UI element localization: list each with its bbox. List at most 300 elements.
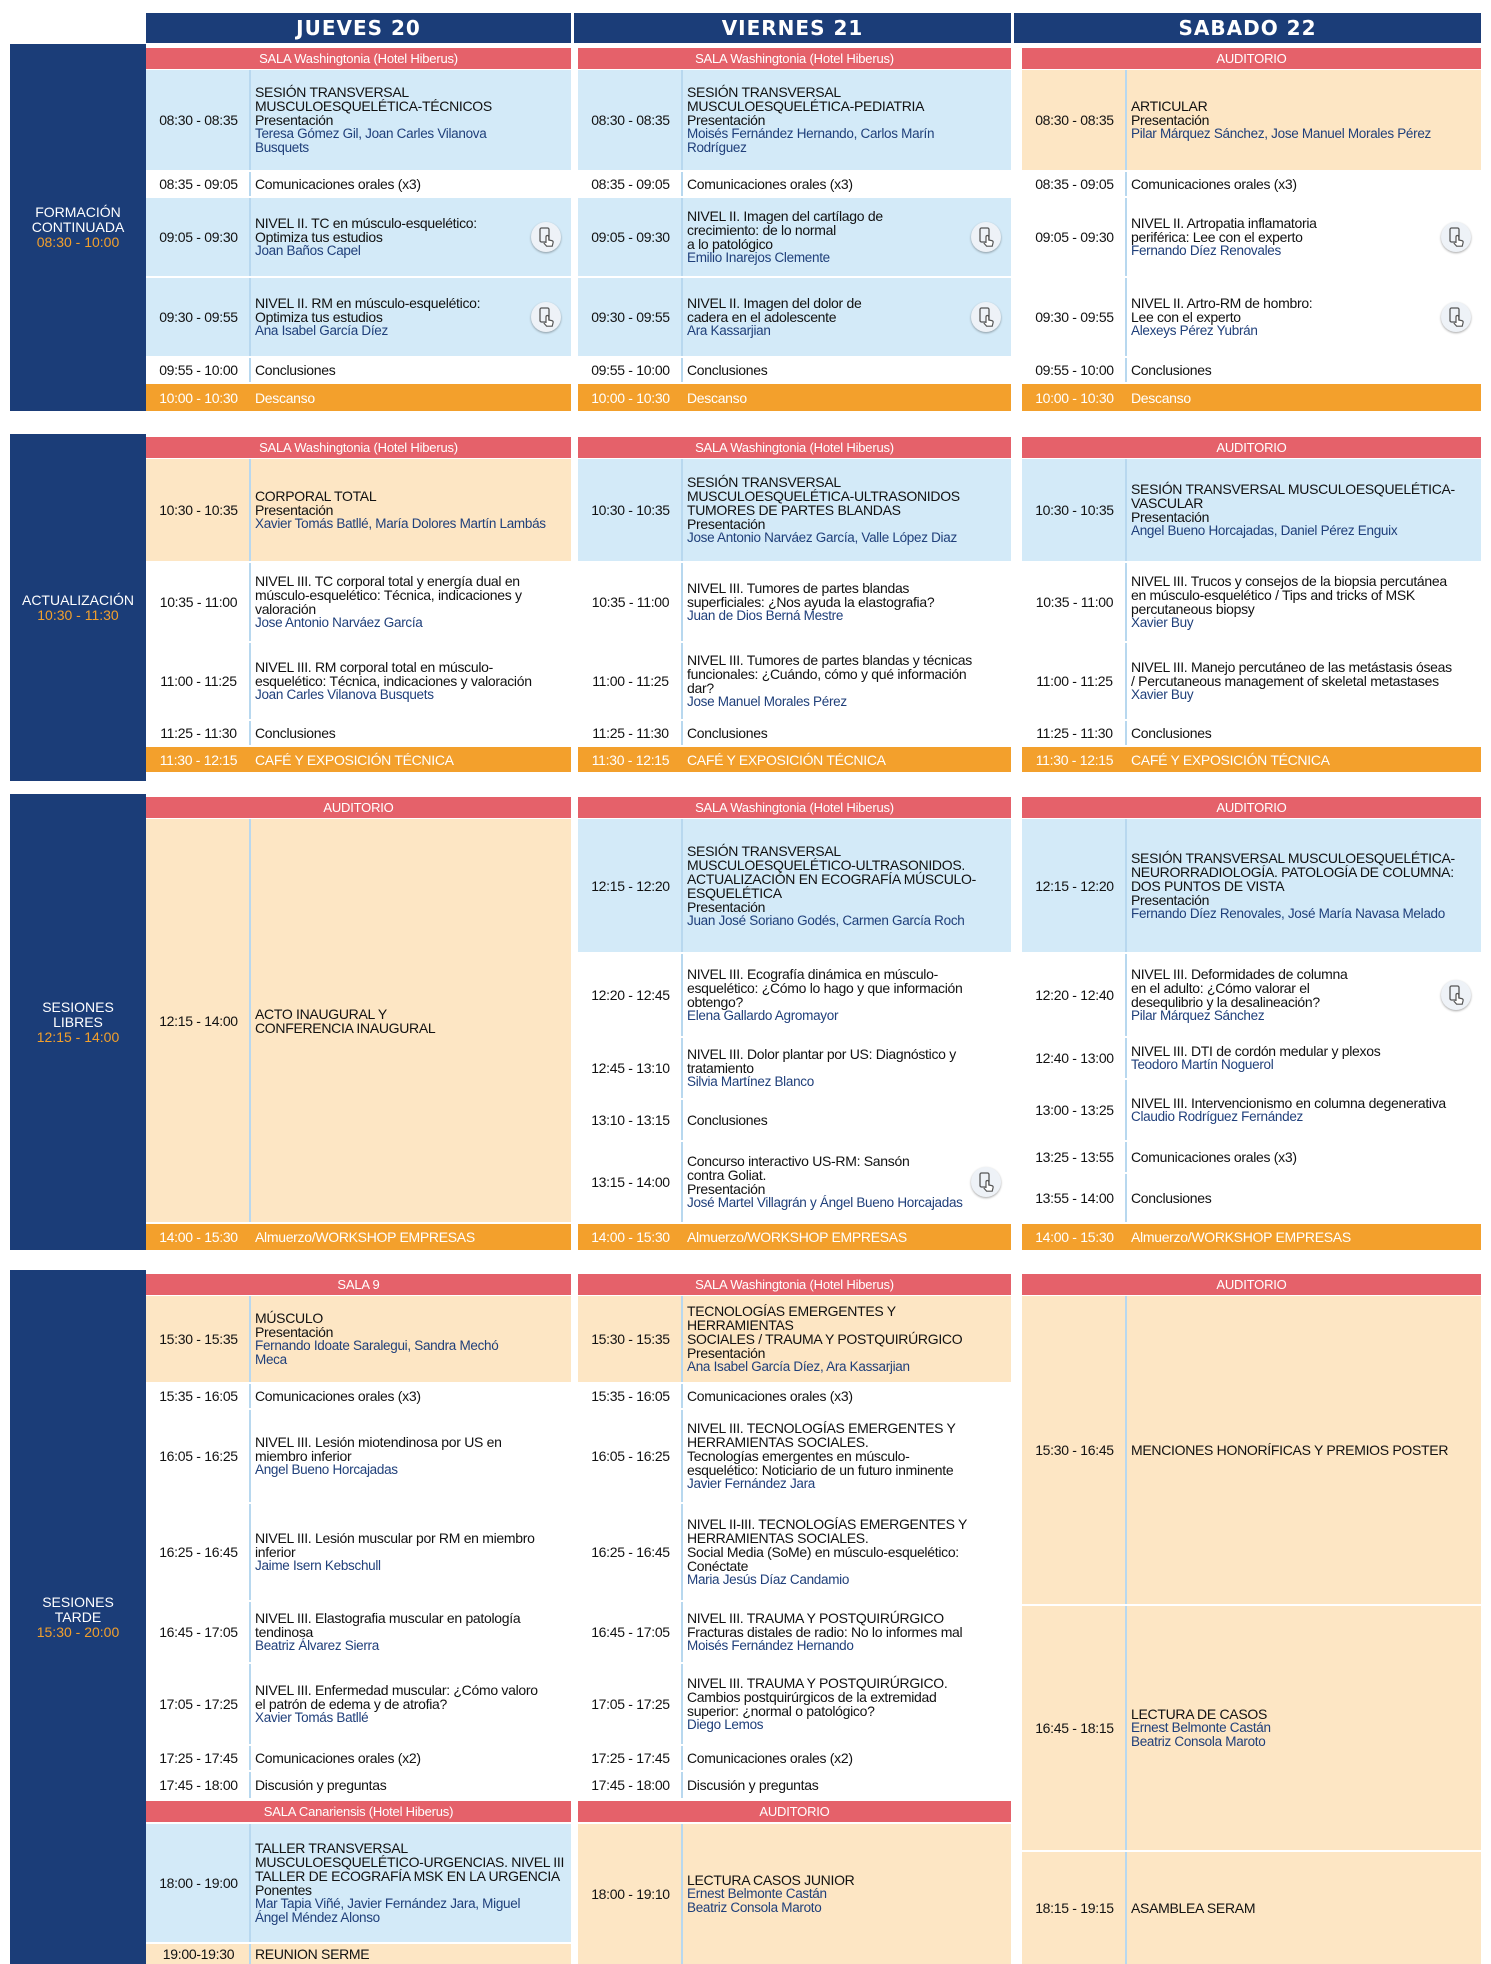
time-divider — [681, 1504, 683, 1600]
session-row — [578, 1296, 1011, 1382]
session-body — [1127, 1296, 1481, 1604]
break-row — [578, 1224, 1011, 1250]
session-body — [251, 1384, 571, 1408]
interactive-session-icon — [971, 302, 1001, 332]
block-time: 08:30 - 10:00 — [36, 234, 120, 250]
session-title: Comunicaciones orales (x3) — [687, 1388, 853, 1404]
session-row — [146, 1746, 571, 1770]
session-title: LECTURA DE CASOS — [1131, 1706, 1268, 1722]
session-time: 10:35 - 11:00 — [159, 594, 238, 610]
block-label-sesiones-libres — [10, 794, 146, 1250]
session-title: Almuerzo/WORKSHOP EMPRESAS — [255, 1229, 475, 1245]
session-body — [683, 1142, 1011, 1222]
session-title: NIVEL III. Dolor plantar por US: Diagnóstico y tratamiento — [687, 1046, 956, 1076]
session-body — [1127, 278, 1481, 356]
session-time: 08:35 - 09:05 — [159, 176, 238, 192]
session-time: 16:25 - 16:45 — [591, 1544, 670, 1560]
session-time: 12:20 - 12:40 — [1035, 987, 1114, 1003]
session-time: 14:00 - 15:30 — [1035, 1229, 1114, 1245]
time-divider — [681, 1296, 683, 1382]
time-divider — [681, 1824, 683, 1964]
session-title: Descanso — [687, 389, 747, 406]
session-title: SESIÓN TRANSVERSAL MUSCULOESQUELÉTICA- NEURORRADIOLOGÍA. PATOLOGÍA DE COLUMNA: DOS PUNTOS DE VISTA Presentación — [1131, 849, 1455, 908]
break-row — [1022, 1224, 1481, 1250]
session-row — [146, 563, 571, 641]
session-time: 10:00 - 10:30 — [1035, 389, 1114, 406]
session-title: CORPORAL TOTAL Presentación — [255, 488, 377, 518]
session-title: Concurso interactivo US-RM: Sansón contra Goliat. Presentación — [687, 1153, 910, 1197]
session-title: Conclusiones — [1131, 362, 1212, 378]
session-title: NIVEL III. DTI de cordón medular y plexos — [1131, 1043, 1381, 1059]
session-title: Comunicaciones orales (x3) — [255, 176, 421, 192]
day-header-sabado: SABADO 22 — [1014, 13, 1481, 43]
session-row — [146, 198, 571, 276]
session-body — [1127, 172, 1481, 196]
session-speakers: Teresa Gómez Gil, Joan Carles Vilanova Busquets — [255, 126, 487, 155]
time-divider — [249, 1944, 251, 1964]
session-row — [146, 1664, 571, 1744]
session-title: Conclusiones — [255, 362, 336, 378]
time-divider — [249, 1410, 251, 1502]
time-divider — [681, 721, 683, 745]
day-header-viernes: VIERNES 21 — [574, 13, 1011, 43]
break-row — [578, 747, 1011, 772]
session-time: 11:25 - 11:30 — [592, 725, 669, 741]
session-row — [1022, 721, 1481, 745]
session-time: 11:25 - 11:30 — [1036, 725, 1113, 741]
session-speakers: Ana Isabel García Díez, Ara Kassarjian — [687, 1359, 910, 1374]
room-bar: AUDITORIO — [1022, 797, 1481, 818]
time-divider — [1125, 70, 1127, 170]
session-body — [1127, 721, 1481, 745]
session-row — [1022, 198, 1481, 276]
session-row — [146, 70, 571, 170]
session-row — [1022, 1296, 1481, 1604]
time-divider — [681, 954, 683, 1036]
session-body — [1127, 563, 1481, 641]
session-row — [1022, 643, 1481, 719]
session-time: 11:25 - 11:30 — [160, 725, 237, 741]
session-speakers: Angel Bueno Horcajadas — [255, 1462, 398, 1477]
block-label-sesiones-tarde — [10, 1270, 146, 1964]
time-divider — [249, 1602, 251, 1662]
session-time: 13:25 - 13:55 — [1035, 1149, 1114, 1165]
session-title: SESIÓN TRANSVERSAL MUSCULOESQUELÉTICA-ULTRASONIDOS TUMORES DE PARTES BLANDAS Presentación — [687, 474, 960, 532]
time-divider — [249, 1772, 251, 1798]
session-speakers: Jose Antonio Narváez García — [255, 615, 423, 630]
time-divider — [1125, 954, 1127, 1036]
session-speakers: Claudio Rodríguez Fernández — [1131, 1109, 1304, 1124]
session-body — [251, 1296, 571, 1382]
session-title: NIVEL III. Trucos y consejos de la biopsia percutánea en músculo-esquelético / Tips and tricks of MSK percutaneous biopsy — [1131, 573, 1447, 617]
session-speakers: Elena Gallardo Agromayor — [687, 1008, 839, 1023]
session-title: Comunicaciones orales (x3) — [687, 176, 853, 192]
time-divider — [249, 198, 251, 276]
session-title: NIVEL III. TRAUMA Y POSTQUIRÚRGICO Fracturas distales de radio: No lo informes mal — [687, 1610, 963, 1640]
session-body — [251, 747, 571, 772]
session-row — [578, 1384, 1011, 1408]
session-time: 12:15 - 12:20 — [1035, 877, 1114, 894]
session-time: 17:25 - 17:45 — [591, 1750, 670, 1766]
session-row — [1022, 954, 1481, 1036]
session-title: NIVEL II. RM en músculo-esquelético: Optimiza tus estudios — [255, 295, 481, 325]
session-row — [578, 1772, 1011, 1798]
session-title: ACTO INAUGURAL Y CONFERENCIA INAUGURAL — [255, 1005, 436, 1036]
session-speakers: Mar Tapia Viñé, Javier Fernández Jara, Miguel Ángel Méndez Alonso — [255, 1896, 521, 1925]
interactive-session-icon — [1441, 222, 1471, 252]
session-body — [251, 563, 571, 641]
session-row — [578, 1824, 1011, 1964]
session-speakers: Angel Bueno Horcajadas, Daniel Pérez Enguix — [1131, 523, 1398, 538]
session-row — [146, 1944, 571, 1964]
time-divider — [249, 70, 251, 170]
session-title: NIVEL III. TECNOLOGÍAS EMERGENTES Y HERRAMIENTAS SOCIALES. Tecnologías emergentes en músculo- esquelético: Noticiario de un futuro inminente — [687, 1420, 956, 1478]
session-row — [578, 1038, 1011, 1098]
session-speakers: Pilar Márquez Sánchez, Jose Manuel Morales Pérez — [1131, 126, 1431, 141]
session-row — [578, 172, 1011, 196]
session-title: Discusión y preguntas — [687, 1777, 819, 1793]
session-speakers: Silvia Martínez Blanco — [687, 1074, 814, 1089]
time-divider — [1125, 1142, 1127, 1172]
session-time: 12:20 - 12:45 — [591, 987, 670, 1003]
session-time: 16:45 - 17:05 — [591, 1624, 670, 1640]
session-row — [578, 70, 1011, 170]
session-title: NIVEL II-III. TECNOLOGÍAS EMERGENTES Y HERRAMIENTAS SOCIALES. Social Media (SoMe) en músculo-esquelético: Conéctate — [687, 1516, 968, 1574]
interactive-session-icon — [971, 1167, 1001, 1197]
session-speakers: Teodoro Martín Noguerol — [1131, 1057, 1274, 1072]
session-time: 09:30 - 09:55 — [1035, 309, 1114, 325]
session-body — [251, 172, 571, 196]
time-divider — [681, 1038, 683, 1098]
room-bar: AUDITORIO — [578, 1801, 1011, 1822]
session-body — [683, 1100, 1011, 1140]
break-row — [146, 384, 571, 411]
time-divider — [1125, 198, 1127, 276]
session-title: ARTICULAR Presentación — [1131, 98, 1210, 128]
session-body — [251, 459, 571, 561]
session-title: NIVEL II. Imagen del cartílago de crecimiento: de lo normal a lo patológico — [687, 208, 883, 252]
session-body — [251, 70, 571, 170]
session-body — [683, 1384, 1011, 1408]
session-time: 19:00-19:30 — [162, 1946, 235, 1962]
session-body — [1127, 1080, 1481, 1140]
session-body — [1127, 1606, 1481, 1850]
time-divider — [1125, 459, 1127, 561]
session-time: 13:15 - 14:00 — [591, 1174, 670, 1190]
session-time: 17:45 - 18:00 — [591, 1777, 670, 1793]
session-row — [578, 278, 1011, 356]
time-divider — [249, 819, 251, 1222]
session-time: 08:30 - 08:35 — [159, 112, 238, 128]
session-row — [578, 563, 1011, 641]
room-bar: AUDITORIO — [1022, 48, 1481, 69]
session-row — [1022, 819, 1481, 952]
session-row — [578, 198, 1011, 276]
session-row — [1022, 1174, 1481, 1222]
session-title: NIVEL III. Lesión muscular por RM en miembro inferior — [255, 1530, 535, 1560]
break-row — [1022, 747, 1481, 772]
session-speakers: Diego Lemos — [687, 1717, 764, 1732]
time-divider — [681, 819, 683, 952]
session-title: CAFÉ Y EXPOSICIÓN TÉCNICA — [255, 751, 454, 768]
session-speakers: Juan José Soriano Godés, Carmen García Roch — [687, 912, 965, 928]
session-row — [146, 819, 571, 1222]
session-row — [146, 643, 571, 719]
session-body — [1127, 459, 1481, 561]
time-divider — [681, 1410, 683, 1502]
session-time: 18:00 - 19:10 — [591, 1886, 670, 1902]
session-time: 15:35 - 16:05 — [159, 1388, 238, 1404]
session-speakers: Jaime Isern Kebschull — [255, 1558, 381, 1573]
session-time: 15:35 - 16:05 — [591, 1388, 670, 1404]
time-divider — [249, 1504, 251, 1600]
session-speakers: Fernando Díez Renovales — [1131, 243, 1281, 258]
time-divider — [249, 459, 251, 561]
session-time: 14:00 - 15:30 — [159, 1229, 238, 1245]
room-bar: SALA Washingtonia (Hotel Hiberus) — [578, 1274, 1011, 1295]
session-body — [683, 1746, 1011, 1770]
session-row — [578, 358, 1011, 382]
session-title: NIVEL II. Artro-RM de hombro: Lee con el experto — [1131, 295, 1313, 325]
session-time: 11:30 - 12:15 — [159, 751, 238, 768]
block-time: 12:15 - 14:00 — [36, 1028, 120, 1045]
session-speakers: Fernando Díez Renovales, José María Navasa Melado — [1131, 905, 1445, 921]
session-body — [683, 358, 1011, 382]
session-speakers: Javier Fernández Jara — [687, 1476, 816, 1491]
time-divider — [681, 1602, 683, 1662]
time-divider — [681, 70, 683, 170]
session-body — [683, 198, 1011, 276]
session-title: NIVEL III. Manejo percutáneo de las metástasis óseas / Percutaneous management of skeletal metastases — [1131, 659, 1452, 689]
session-time: 17:45 - 18:00 — [159, 1777, 238, 1793]
session-title: SESIÓN TRANSVERSAL MUSCULOESQUELÉTICA-TÉCNICOS Presentación — [255, 84, 492, 128]
session-row — [146, 278, 571, 356]
session-body — [683, 1602, 1011, 1662]
session-title: CAFÉ Y EXPOSICIÓN TÉCNICA — [1131, 751, 1330, 768]
session-title: REUNION SERME — [255, 1946, 370, 1962]
session-speakers: José Martel Villagrán y Ángel Bueno Horcajadas — [687, 1195, 963, 1210]
room-bar: SALA Washingtonia (Hotel Hiberus) — [578, 797, 1011, 818]
day-header-jueves: JUEVES 20 — [146, 13, 571, 43]
session-title: NIVEL III. TRAUMA Y POSTQUIRÚRGICO. Cambios postquirúrgicos de la extremidad superior: ¿normal o patológico? — [687, 1675, 948, 1719]
session-body — [1127, 1174, 1481, 1222]
session-speakers: Maria Jesús Díaz Candamio — [687, 1572, 850, 1587]
session-body — [683, 954, 1011, 1036]
session-body — [683, 1504, 1011, 1600]
session-body — [683, 721, 1011, 745]
session-body — [251, 358, 571, 382]
session-title: Comunicaciones orales (x2) — [687, 1750, 853, 1766]
session-title: SESIÓN TRANSVERSAL MUSCULOESQUELÉTICA-PEDIATRIA Presentación — [687, 84, 925, 128]
session-title: Comunicaciones orales (x3) — [255, 1388, 421, 1404]
session-speakers: Fernando Idoate Saralegui, Sandra Mechó Meca — [255, 1338, 499, 1367]
session-body — [1127, 954, 1481, 1036]
session-speakers: Joan Baños Capel — [255, 243, 361, 258]
session-row — [146, 172, 571, 196]
block-time: 10:30 - 11:30 — [37, 606, 119, 623]
session-title: Conclusiones — [1131, 1190, 1212, 1206]
block-title: ACTUALIZACIÓN — [21, 591, 134, 608]
session-body — [1127, 358, 1481, 382]
session-body — [251, 819, 571, 1222]
session-time: 12:40 - 13:00 — [1035, 1050, 1114, 1066]
time-divider — [1125, 1174, 1127, 1222]
time-divider — [1125, 358, 1127, 382]
session-time: 16:25 - 16:45 — [159, 1544, 238, 1560]
interactive-session-icon — [531, 302, 561, 332]
session-row — [1022, 1606, 1481, 1850]
session-time: 08:35 - 09:05 — [1035, 176, 1114, 192]
time-divider — [249, 1384, 251, 1408]
time-divider — [681, 1142, 683, 1222]
session-speakers: Ara Kassarjian — [687, 323, 771, 338]
session-title: NIVEL III. Ecografía dinámica en músculo- esquelético: ¿Cómo lo hago y que información obtengo? — [687, 966, 963, 1010]
session-time: 10:30 - 10:35 — [591, 502, 670, 518]
session-row — [1022, 459, 1481, 561]
session-time: 10:00 - 10:30 — [159, 389, 238, 406]
session-speakers: Ernest Belmonte Castán Beatriz Consola Maroto — [687, 1886, 827, 1915]
session-title: Comunicaciones orales (x2) — [255, 1750, 421, 1766]
session-time: 13:00 - 13:25 — [1035, 1102, 1114, 1118]
session-body — [683, 1038, 1011, 1098]
session-row — [578, 954, 1011, 1036]
session-time: 09:55 - 10:00 — [159, 362, 238, 378]
time-divider — [249, 1746, 251, 1770]
session-title: Conclusiones — [687, 725, 768, 741]
session-body — [251, 384, 571, 411]
session-body — [683, 1772, 1011, 1798]
session-body — [683, 384, 1011, 411]
session-time: 11:00 - 11:25 — [1036, 673, 1113, 689]
session-title: Descanso — [1131, 389, 1191, 406]
session-title: NIVEL III. Tumores de partes blandas superficiales: ¿Nos ayuda la elastografia? — [687, 580, 935, 610]
room-bar: SALA Canariensis (Hotel Hiberus) — [146, 1801, 571, 1822]
session-title: Comunicaciones orales (x3) — [1131, 1149, 1297, 1165]
time-divider — [681, 1384, 683, 1408]
session-title: LECTURA CASOS JUNIOR — [687, 1872, 855, 1888]
session-time: 10:30 - 10:35 — [159, 502, 238, 518]
time-divider — [249, 643, 251, 719]
block-label-actualizacion — [10, 434, 146, 781]
session-row — [146, 1410, 571, 1502]
session-title: NIVEL III. Lesión miotendinosa por US en miembro inferior — [255, 1434, 502, 1464]
session-row — [578, 1504, 1011, 1600]
session-row — [578, 721, 1011, 745]
session-title: Almuerzo/WORKSHOP EMPRESAS — [687, 1229, 907, 1245]
session-body — [683, 1296, 1011, 1382]
session-speakers: Ana Isabel García Díez — [255, 323, 388, 338]
block-title: FORMACIÓN CONTINUADA — [31, 204, 125, 235]
block-label-formacion — [10, 44, 146, 411]
session-speakers: Moisés Fernández Hernando — [687, 1638, 854, 1653]
session-time: 12:15 - 14:00 — [159, 1012, 238, 1029]
session-body — [251, 1504, 571, 1600]
session-title: Conclusiones — [1131, 725, 1212, 741]
room-bar: AUDITORIO — [1022, 437, 1481, 458]
session-body — [683, 563, 1011, 641]
break-row — [1022, 384, 1481, 411]
room-bar: SALA Washingtonia (Hotel Hiberus) — [578, 48, 1011, 69]
session-body — [683, 1224, 1011, 1250]
session-title: Conclusiones — [255, 725, 336, 741]
session-time: 09:55 - 10:00 — [591, 362, 670, 378]
session-title: Conclusiones — [687, 1112, 768, 1128]
session-speakers: Pilar Márquez Sánchez — [1131, 1008, 1265, 1023]
room-bar: SALA Washingtonia (Hotel Hiberus) — [578, 437, 1011, 458]
session-title: NIVEL III. Tumores de partes blandas y técnicas funcionales: ¿Cuándo, cómo y qué información dar? — [687, 652, 972, 696]
time-divider — [1125, 1852, 1127, 1964]
session-body — [251, 1664, 571, 1744]
session-body — [683, 747, 1011, 772]
session-title: NIVEL III. Intervencionismo en columna degenerativa — [1131, 1095, 1446, 1111]
time-divider — [249, 172, 251, 196]
session-time: 16:45 - 17:05 — [159, 1624, 238, 1640]
interactive-session-icon — [971, 222, 1001, 252]
session-title: SESIÓN TRANSVERSAL MUSCULOESQUELÉTICA- VASCULAR Presentación — [1131, 481, 1455, 525]
time-divider — [1125, 1080, 1127, 1140]
session-row — [578, 459, 1011, 561]
session-row — [1022, 1080, 1481, 1140]
session-body — [1127, 1038, 1481, 1078]
session-speakers: Juan de Dios Berná Mestre — [687, 608, 844, 623]
session-row — [1022, 1038, 1481, 1078]
session-body — [683, 278, 1011, 356]
interactive-session-icon — [1441, 302, 1471, 332]
session-time: 12:45 - 13:10 — [591, 1060, 670, 1076]
time-divider — [249, 721, 251, 745]
session-body — [251, 721, 571, 745]
session-body — [1127, 198, 1481, 276]
session-time: 15:30 - 15:35 — [159, 1331, 238, 1347]
time-divider — [249, 358, 251, 382]
session-row — [146, 1602, 571, 1662]
block-title: SESIONES TARDE — [42, 1593, 114, 1625]
time-divider — [249, 1664, 251, 1744]
session-body — [251, 1410, 571, 1502]
time-divider — [681, 1772, 683, 1798]
session-title: NIVEL III. Deformidades de columna en el adulto: ¿Cómo valorar el desequlibrio y la desalineación? — [1131, 966, 1348, 1010]
time-divider — [249, 1824, 251, 1942]
session-time: 17:25 - 17:45 — [159, 1750, 238, 1766]
session-row — [578, 819, 1011, 952]
session-time: 11:30 - 12:15 — [1035, 751, 1114, 768]
session-speakers: Jose Antonio Narváez García, Valle López Diaz — [687, 530, 957, 545]
session-body — [251, 1772, 571, 1798]
session-time: 08:30 - 08:35 — [591, 112, 670, 128]
time-divider — [681, 358, 683, 382]
time-divider — [681, 563, 683, 641]
session-body — [1127, 643, 1481, 719]
time-divider — [249, 1296, 251, 1382]
time-divider — [1125, 721, 1127, 745]
session-body — [251, 1746, 571, 1770]
session-speakers: Alexeys Pérez Yubrán — [1131, 323, 1258, 338]
session-title: Almuerzo/WORKSHOP EMPRESAS — [1131, 1229, 1351, 1245]
session-row — [146, 358, 571, 382]
session-time: 17:05 - 17:25 — [159, 1696, 238, 1712]
session-body — [1127, 1142, 1481, 1172]
session-title: NIVEL III. Enfermedad muscular: ¿Cómo valoro el patrón de edema y de atrofia? — [255, 1682, 538, 1712]
session-title: NIVEL III. TC corporal total y energía dual en músculo-esquelético: Técnica, indicaciones y valoración — [255, 573, 522, 617]
session-body — [683, 819, 1011, 952]
session-speakers: Joan Carles Vilanova Busquets — [255, 687, 434, 702]
session-time: 15:30 - 16:45 — [1035, 1442, 1114, 1458]
session-time: 08:35 - 09:05 — [591, 176, 670, 192]
session-time: 12:15 - 12:20 — [591, 877, 670, 894]
time-divider — [1125, 643, 1127, 719]
session-title: Comunicaciones orales (x3) — [1131, 176, 1297, 192]
time-divider — [681, 459, 683, 561]
